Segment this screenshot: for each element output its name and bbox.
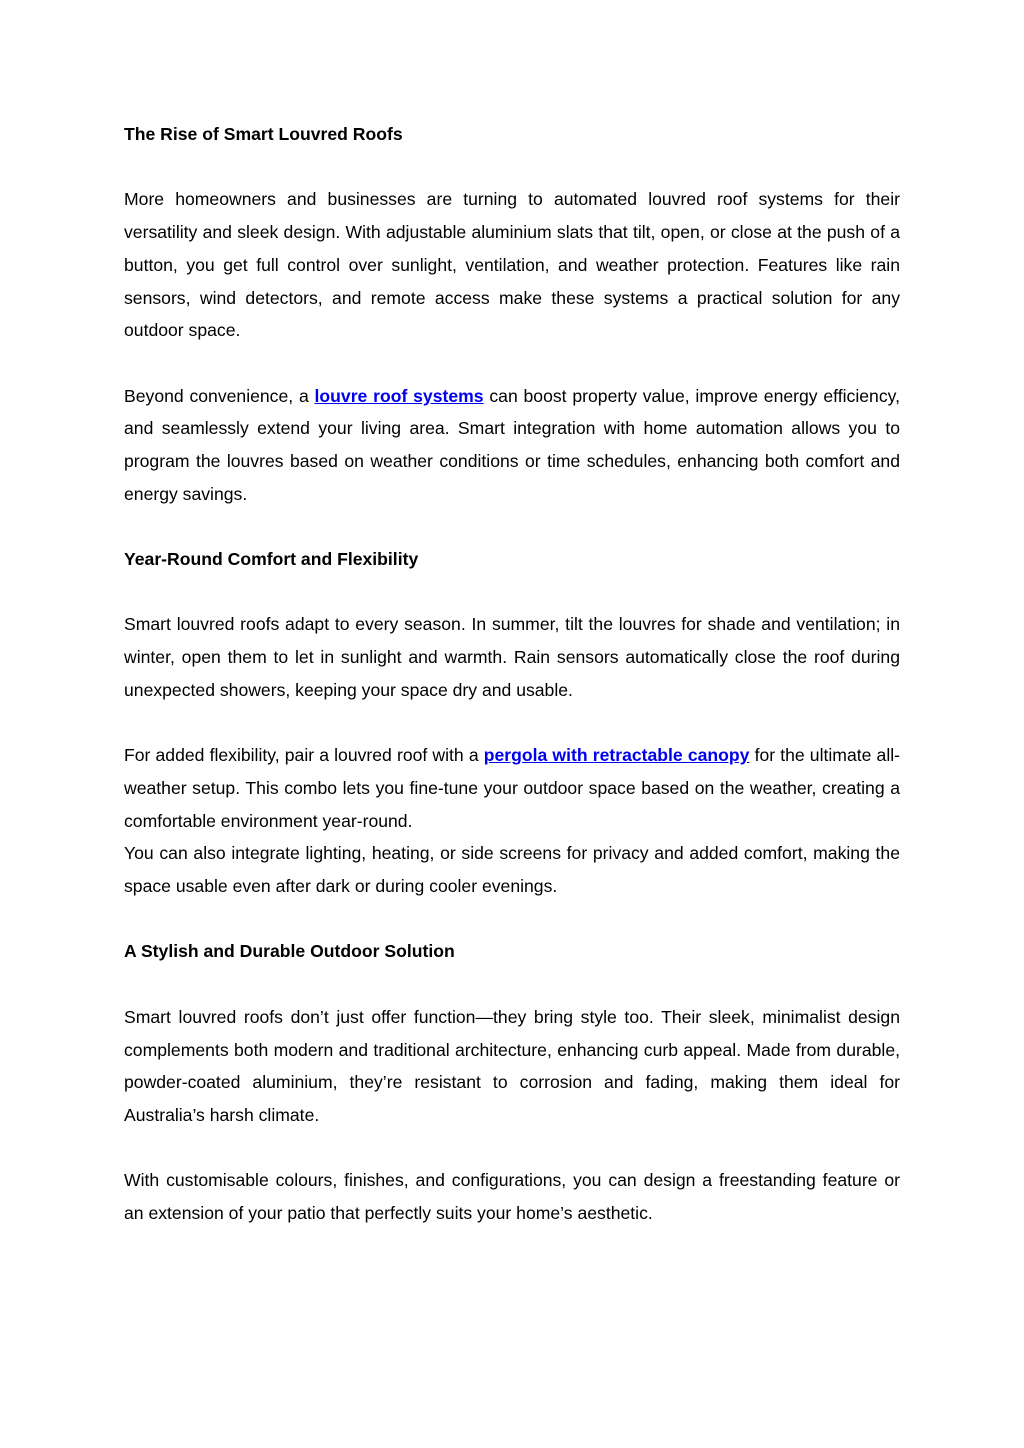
paragraph-text: can boost property value, improve energy efficiency, and seamlessly extend your living area. Smart integration with home automation allows you to program the louvres based on weather conditions or time schedules, enhancing both comfort and energy savings. [124, 385, 901, 504]
paragraph-style: Smart louvred roofs don’t just offer function—they bring style too. Their sleek, minimalist design complements both modern and traditional architecture, enhancing curb appeal. Made from durable, powder-coated aluminium, they’re resistant to corrosion and fading, making them ideal for Australia’s harsh climate. [124, 1006, 900, 1125]
paragraph-property-value [124, 380, 900, 511]
paragraph-pergola [124, 739, 900, 837]
pergola-retractable-canopy-link[interactable]: pergola with retractable canopy [483, 745, 750, 766]
document-page [124, 118, 900, 1262]
paragraph-seasons: Smart louvred roofs adapt to every season. In summer, tilt the louvres for shade and ventilation; in winter, open them to let in sunlight and warmth. Rain sensors automatically close the roof during unexpected showers, keeping your space dry and usable. [124, 614, 900, 700]
section-heading-year-round-comfort: Year-Round Comfort and Flexibility [124, 549, 419, 570]
section-heading-smart-louvred-roofs: The Rise of Smart Louvred Roofs [124, 124, 403, 144]
paragraph-lighting-heating: You can also integrate lighting, heating, or side screens for privacy and added comfort, making the space usable even after dark or during cooler evenings. [124, 843, 900, 897]
paragraph-intro: More homeowners and businesses are turning to automated louvred roof systems for their versatility and sleek design. With adjustable aluminium slats that tilt, open, or close at the push of a button, you get full control over sunlight, ventilation, and weather protection. Features like rain sensors, wind detectors, and remote access make these systems a practical solution for any outdoor space. [124, 189, 900, 341]
paragraph-customisable: With customisable colours, finishes, and configurations, you can design a freestanding feature or an extension of your patio that perfectly suits your home’s aesthetic. [124, 1170, 900, 1224]
louvre-roof-systems-link[interactable]: louvre roof systems [314, 385, 484, 406]
paragraph-text: for the ultimate all-weather setup. This combo lets you fine-tune your outdoor space based on the weather, creating a comfortable environment year-round. [124, 745, 901, 831]
section-heading-stylish-durable: A Stylish and Durable Outdoor Solution [124, 941, 455, 962]
paragraph-text: Beyond convenience, a [124, 385, 315, 406]
paragraph-text: For added flexibility, pair a louvred roof with a [124, 745, 484, 766]
